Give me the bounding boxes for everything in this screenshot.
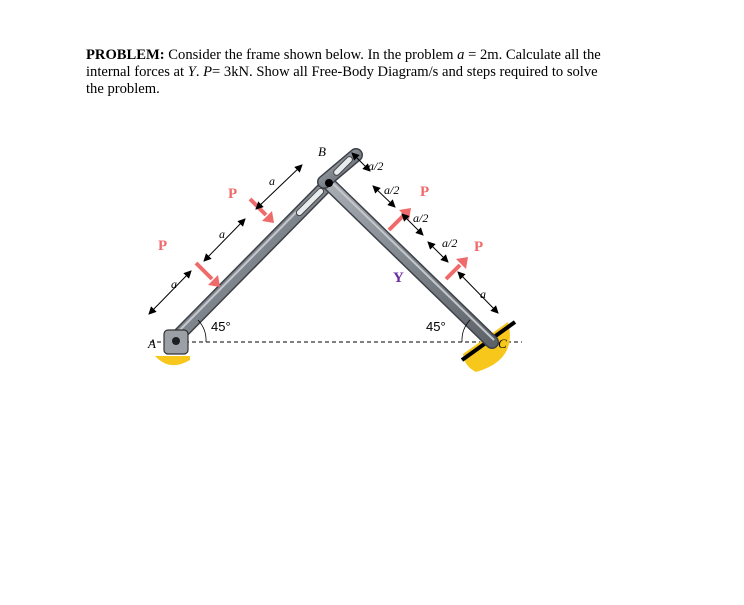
label-half-a-3: a/2 [413,211,429,225]
slot-AB [295,187,325,217]
variable-a: a [457,47,465,63]
force-arrow-right-lower [446,265,460,279]
force-arrow-right-upper [389,216,403,230]
label-A: A [148,336,156,351]
label-angle-C: 45° [426,319,446,334]
problem-heading: PROBLEM: [86,47,165,63]
variable-Y: Y [187,64,196,80]
label-P-left-inner: P [228,186,238,202]
pin-A [172,337,180,345]
pin-B [325,179,333,187]
label-B: B [318,144,326,159]
label-C: C [498,336,507,351]
problem-text-5: = 3kN. Show all Free-Body Diagram/s and steps required to solve [212,64,598,80]
label-half-a-4: a/2 [442,236,458,250]
label-a-left-3: a [269,174,275,188]
label-a-right: a [480,287,486,301]
variable-P: P [203,64,213,80]
force-arrow-left-lower [196,263,212,279]
label-half-a-2: a/2 [384,183,400,197]
label-P-left-outer: P [158,238,168,254]
problem-text-4: . [195,64,204,80]
ground-A [155,356,190,365]
label-Y: Y [393,270,404,286]
label-a-left-2: a [219,227,225,241]
label-angle-A: 45° [211,319,231,334]
problem-text-2: = 2m. Calculate all the [464,47,601,63]
problem-text-6: the problem. [86,81,160,97]
label-a-left-1: a [171,277,177,291]
problem-text-3: internal forces at [86,64,188,80]
label-half-a-1: a/2 [368,159,384,173]
label-P-right-lower: P [474,239,484,255]
problem-text-1: Consider the frame shown below. In the problem [164,47,458,63]
label-P-right-upper: P [420,184,430,200]
